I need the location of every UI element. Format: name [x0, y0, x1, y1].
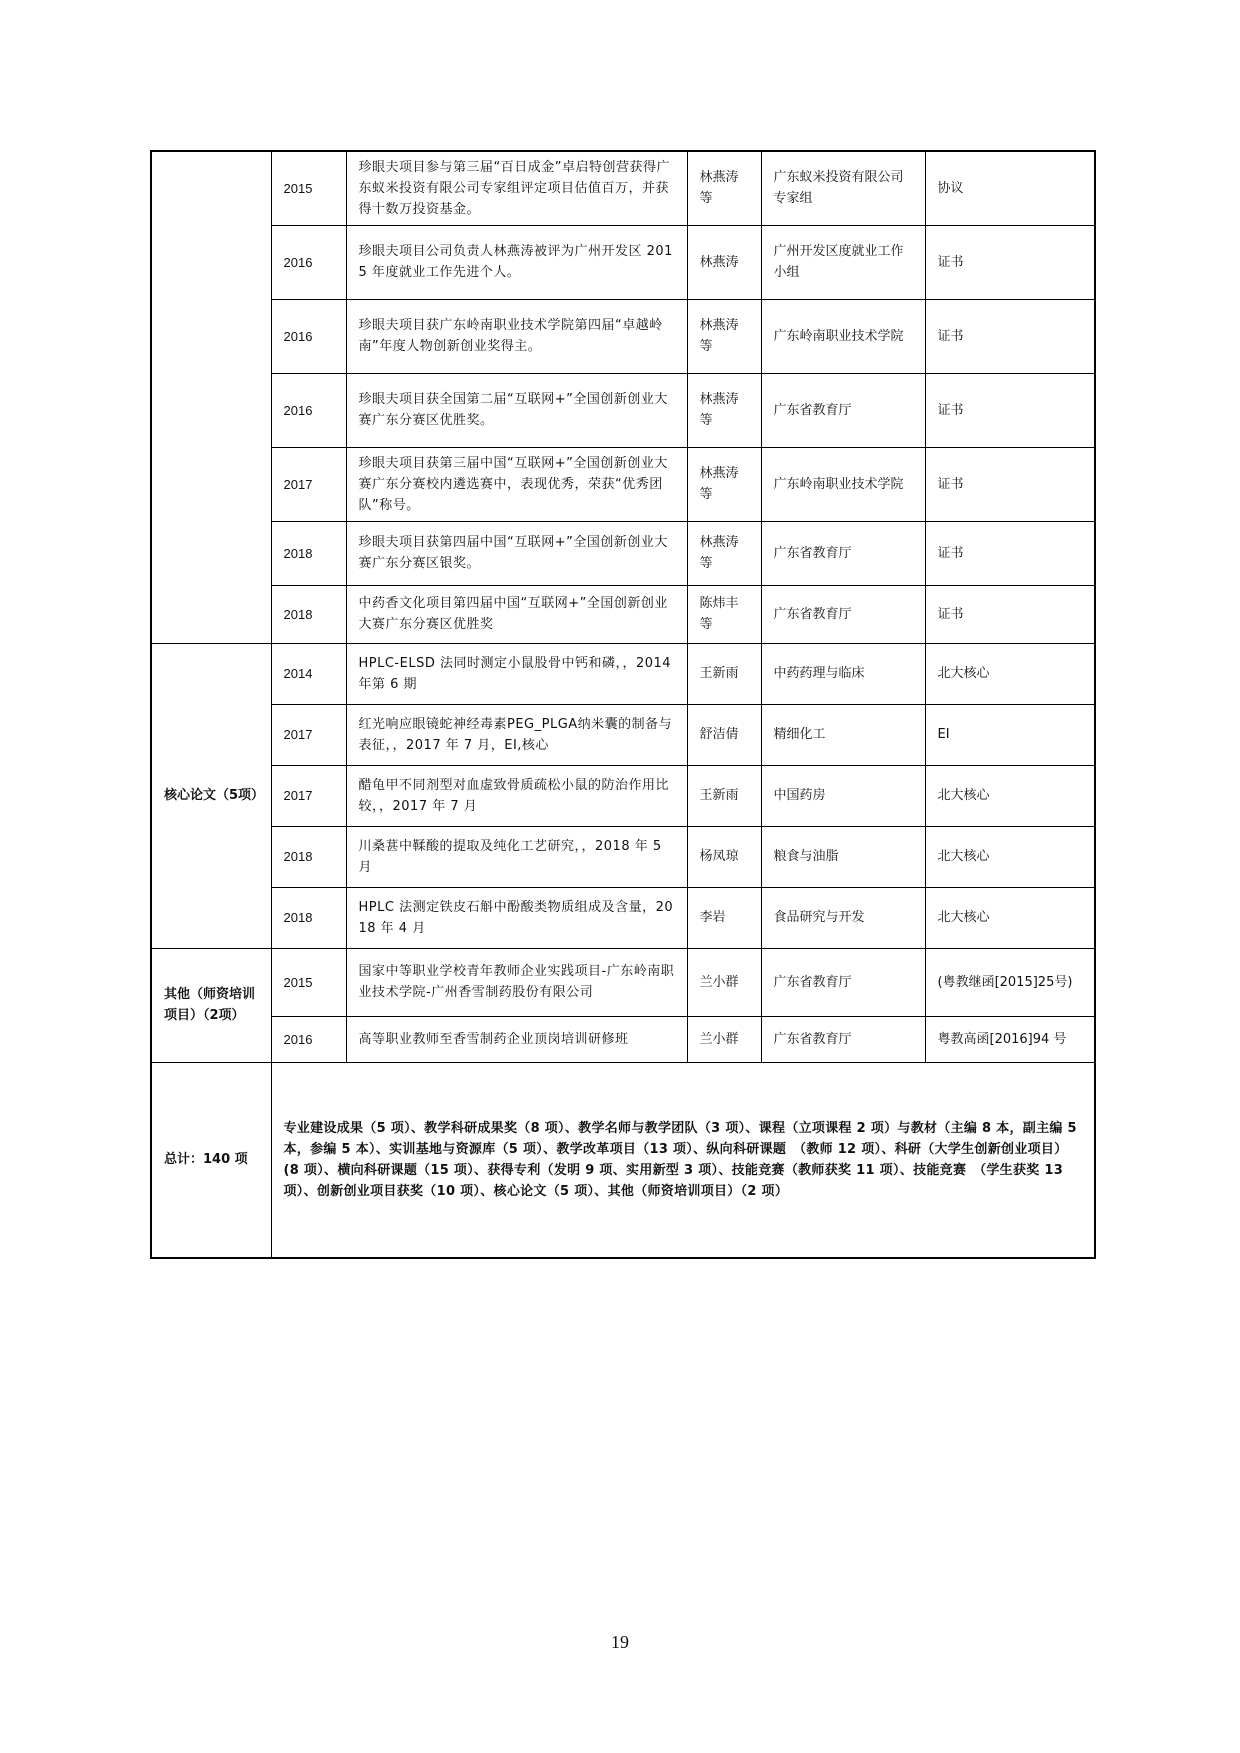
year-cell: 2018 [271, 521, 346, 585]
person-cell: 李岩 [687, 887, 761, 948]
table-row [151, 643, 1095, 704]
person-cell: 林燕涛等 [687, 299, 761, 373]
org-cell: 广东省教育厅 [761, 1016, 925, 1062]
org-cell: 中药药理与临床 [761, 643, 925, 704]
table-row [151, 887, 1095, 948]
content-cell: 珍眼夫项目公司负责人林燕涛被评为广州开发区 2015 年度就业工作先进个人。 [346, 225, 687, 299]
category-cell-others: 其他（师资培训项目）（2项） [151, 948, 271, 1062]
person-cell: 王新雨 [687, 643, 761, 704]
year-cell: 2018 [271, 826, 346, 887]
person-cell: 陈炜丰等 [687, 585, 761, 643]
person-cell: 兰小群 [687, 1016, 761, 1062]
table-row [151, 151, 1095, 225]
org-cell: 中国药房 [761, 765, 925, 826]
person-cell: 林燕涛等 [687, 151, 761, 225]
table-row [151, 1016, 1095, 1062]
person-cell: 林燕涛等 [687, 521, 761, 585]
type-cell: 证书 [925, 521, 1095, 585]
person-cell: 舒洁倩 [687, 704, 761, 765]
year-cell: 2016 [271, 225, 346, 299]
type-cell: 证书 [925, 299, 1095, 373]
content-cell: 醋龟甲不同剂型对血虚致骨质疏松小鼠的防治作用比较，，2017 年 7 月 [346, 765, 687, 826]
org-cell: 广东省教育厅 [761, 948, 925, 1016]
person-cell: 林燕涛等 [687, 447, 761, 521]
content-cell: 中药香文化项目第四届中国“互联网+”全国创新创业大赛广东分赛区优胜奖 [346, 585, 687, 643]
year-cell: 2016 [271, 373, 346, 447]
person-cell: 兰小群 [687, 948, 761, 1016]
table-row [151, 585, 1095, 643]
content-cell: 高等职业教师至香雪制药企业顶岗培训研修班 [346, 1016, 687, 1062]
org-cell: 广州开发区度就业工作小组 [761, 225, 925, 299]
table-row [151, 765, 1095, 826]
year-cell: 2017 [271, 765, 346, 826]
year-cell: 2017 [271, 704, 346, 765]
person-cell: 杨凤琼 [687, 826, 761, 887]
content-cell: 珍眼夫项目获广东岭南职业技术学院第四届“卓越岭南”年度人物创新创业奖得主。 [346, 299, 687, 373]
type-cell: 北大核心 [925, 643, 1095, 704]
org-cell: 食品研究与开发 [761, 887, 925, 948]
person-cell: 林燕涛等 [687, 373, 761, 447]
type-cell: 北大核心 [925, 826, 1095, 887]
content-cell: 红光响应眼镜蛇神经毒素PEG_PLGA纳米囊的制备与表征，，2017 年 7 月，EI,核心 [346, 704, 687, 765]
person-cell: 林燕涛 [687, 225, 761, 299]
year-cell: 2016 [271, 1016, 346, 1062]
summary-text: 专业建设成果（5 项）、教学科研成果奖（8 项）、教学名师与教学团队（3 项）、课程（立项课程 2 项）与教材（主编 8 本，副主编 5 本，参编 5 本）、实训基地与资源库（5 项）、教学改革项目（13 项）、纵向科研课题 （教师 12 项）、科研（大学生创新创业项目）(8 项）、横向科研课题（15 项）、获得专利（发明 9 项、实用新型 3 项）、技能竞赛（教师获奖 11 项）、技能竞赛 （学生获奖 13 项）、创新创业项目获奖（10 项）、核心论文（5 项）、其他（师资培训项目）（2 项） [271, 1062, 1095, 1258]
org-cell: 广东岭南职业技术学院 [761, 299, 925, 373]
org-cell: 广东省教育厅 [761, 373, 925, 447]
achievements-table [150, 150, 1096, 1259]
org-cell: 广东省教育厅 [761, 521, 925, 585]
summary-row [151, 1062, 1095, 1258]
table-row [151, 373, 1095, 447]
type-cell: 证书 [925, 585, 1095, 643]
year-cell: 2018 [271, 887, 346, 948]
category-cell-papers: 核心论文（5项） [151, 643, 271, 948]
content-cell: 珍眼夫项目参与第三届“百日成金”卓启特创营获得广东蚁米投资有限公司专家组评定项目估值百万，并获得十数万投资基金。 [346, 151, 687, 225]
content-cell: 国家中等职业学校青年教师企业实践项目-广东岭南职业技术学院-广州香雪制药股份有限公司 [346, 948, 687, 1016]
type-cell: (粤教继函[2015]25号) [925, 948, 1095, 1016]
year-cell: 2014 [271, 643, 346, 704]
content-cell: 珍眼夫项目获全国第二届“互联网+”全国创新创业大赛广东分赛区优胜奖。 [346, 373, 687, 447]
type-cell: EI [925, 704, 1095, 765]
org-cell: 广东蚁米投资有限公司专家组 [761, 151, 925, 225]
org-cell: 精细化工 [761, 704, 925, 765]
content-cell: 川桑葚中鞣酸的提取及纯化工艺研究，，2018 年 5 月 [346, 826, 687, 887]
table-row [151, 299, 1095, 373]
table-row [151, 447, 1095, 521]
type-cell: 证书 [925, 225, 1095, 299]
type-cell: 粤教高函[2016]94 号 [925, 1016, 1095, 1062]
page-number: 19 [611, 1632, 629, 1652]
table-row [151, 826, 1095, 887]
type-cell: 北大核心 [925, 765, 1095, 826]
content-cell: 珍眼夫项目获第四届中国“互联网+”全国创新创业大赛广东分赛区银奖。 [346, 521, 687, 585]
table-row [151, 948, 1095, 1016]
summary-label: 总计：140 项 [151, 1062, 271, 1258]
year-cell: 2017 [271, 447, 346, 521]
person-cell: 王新雨 [687, 765, 761, 826]
table-row [151, 521, 1095, 585]
content-cell: HPLC 法测定铁皮石斛中酚酸类物质组成及含量，2018 年 4 月 [346, 887, 687, 948]
type-cell: 证书 [925, 373, 1095, 447]
table-row [151, 704, 1095, 765]
org-cell: 广东岭南职业技术学院 [761, 447, 925, 521]
content-cell: HPLC-ELSD 法同时测定小鼠股骨中钙和磷，，2014 年第 6 期 [346, 643, 687, 704]
table-row [151, 225, 1095, 299]
type-cell: 协议 [925, 151, 1095, 225]
year-cell: 2018 [271, 585, 346, 643]
year-cell: 2015 [271, 151, 346, 225]
type-cell: 北大核心 [925, 887, 1095, 948]
type-cell: 证书 [925, 447, 1095, 521]
org-cell: 粮食与油脂 [761, 826, 925, 887]
year-cell: 2015 [271, 948, 346, 1016]
content-cell: 珍眼夫项目获第三届中国“互联网+”全国创新创业大赛广东分赛校内遴选赛中，表现优秀，荣获“优秀团队”称号。 [346, 447, 687, 521]
org-cell: 广东省教育厅 [761, 585, 925, 643]
category-cell-continued [151, 151, 271, 643]
year-cell: 2016 [271, 299, 346, 373]
